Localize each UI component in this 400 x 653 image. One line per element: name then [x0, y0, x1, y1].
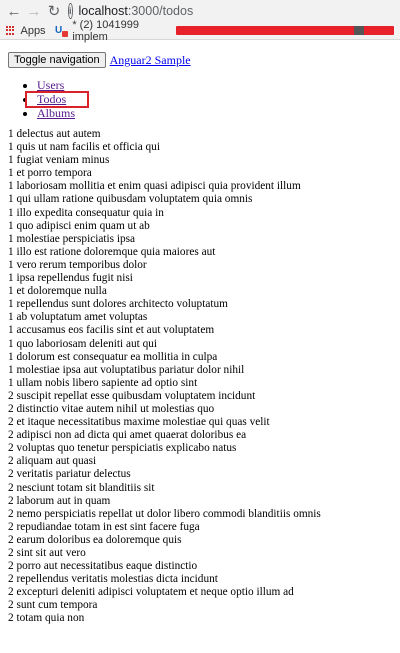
todo-user-id: 1: [8, 363, 14, 376]
todo-title: ab voluptatum amet voluptas: [16, 311, 148, 324]
todo-title: repellendus sunt dolores architecto voluptatum: [16, 298, 228, 311]
todo-user-id: 2: [8, 389, 14, 402]
todo-user-id: 2: [8, 573, 14, 586]
todo-user-id: 1: [8, 232, 14, 245]
todo-title: porro aut necessitatibus eaque distinctio: [16, 560, 198, 573]
todo-title: nemo perspiciatis repellat ut dolor libero commodi blanditiis omnis: [16, 507, 321, 520]
todo-item: [8, 311, 392, 324]
todo-item: [8, 272, 392, 285]
todo-user-id: 2: [8, 520, 14, 533]
todo-user-id: 1: [8, 285, 14, 298]
todo-item: [8, 220, 392, 233]
todo-title: excepturi deleniti adipisci voluptatem et neque optio illum ad: [16, 586, 294, 599]
todo-title: qui ullam ratione quibusdam voluptatem quia omnis: [16, 193, 253, 206]
todo-user-id: 1: [8, 206, 14, 219]
todo-title: et doloremque nulla: [16, 285, 107, 298]
bookmarks-bar: [0, 18, 400, 43]
todo-user-id: 2: [8, 533, 14, 546]
todo-user-id: 1: [8, 193, 14, 206]
nav-link-todos[interactable]: Todos: [37, 92, 67, 106]
todo-title: vero rerum temporibus dolor: [16, 258, 147, 271]
highlight-box: [25, 91, 89, 108]
browser-chrome: [0, 0, 400, 43]
todo-user-id: 2: [8, 560, 14, 573]
todo-item: [8, 377, 392, 390]
nav-item-users: [37, 78, 392, 92]
todo-title: illo expedita consequatur quia in: [16, 206, 164, 219]
todo-item: [8, 128, 392, 141]
todo-title: sunt cum tempora: [16, 599, 98, 612]
todo-title: sint sit aut vero: [16, 547, 86, 559]
todo-user-id: 1: [8, 350, 14, 363]
todo-title: dolorum est consequatur ea mollitia in culpa: [16, 350, 218, 363]
browser-toolbar: [0, 0, 400, 22]
todo-item: [8, 429, 392, 442]
todo-user-id: 2: [8, 494, 14, 507]
info-icon[interactable]: i: [68, 3, 73, 19]
todo-user-id: 1: [8, 311, 14, 324]
todo-title: veritatis pariatur delectus: [16, 468, 131, 481]
todo-title: illo est ratione doloremque quia maiores aut: [16, 245, 216, 258]
forward-arrow-icon[interactable]: →: [26, 2, 42, 20]
todo-user-id: 2: [8, 586, 14, 599]
todo-item: [8, 416, 392, 429]
todo-item: [8, 167, 392, 180]
todo-user-id: 2: [8, 547, 14, 559]
todo-item: [8, 442, 392, 455]
todo-title: suscipit repellat esse quibusdam voluptatem incidunt: [16, 389, 256, 402]
todo-user-id: 1: [8, 376, 14, 389]
todo-title: laborum aut in quam: [16, 494, 111, 507]
todo-user-id: 1: [8, 298, 14, 311]
todo-title: delectus aut autem: [16, 128, 101, 140]
todo-user-id: 1: [8, 324, 14, 337]
todo-title: molestiae ipsa aut voluptatibus pariatur dolor nihil: [16, 363, 245, 376]
todo-item: [8, 612, 392, 625]
todo-item: [8, 324, 392, 337]
todo-title: ipsa repellendus fugit nisi: [16, 272, 133, 285]
redaction-bar: [176, 26, 394, 35]
todo-title: laboriosam mollitia et enim quasi adipisci quia provident illum: [16, 180, 301, 193]
todo-item: [8, 338, 392, 351]
todo-item: [8, 468, 392, 481]
todo-item: [8, 547, 392, 560]
todo-item: [8, 586, 392, 599]
back-arrow-icon[interactable]: ←: [6, 2, 22, 20]
todo-user-id: 2: [8, 612, 14, 625]
todo-user-id: 1: [8, 219, 14, 232]
todo-title: et porro tempora: [16, 167, 92, 180]
todo-item: [8, 560, 392, 573]
todo-title: ullam nobis libero sapiente ad optio sint: [16, 376, 198, 389]
todo-title: quo adipisci enim quam ut ab: [16, 219, 150, 232]
address-bar[interactable]: [68, 2, 194, 20]
todo-title: adipisci non ad dicta qui amet quaerat doloribus ea: [16, 429, 247, 442]
todo-item: [8, 390, 392, 403]
todo-item: [8, 207, 392, 220]
page-content: [0, 40, 400, 626]
todo-item: [8, 154, 392, 167]
todo-user-id: 2: [8, 442, 14, 455]
todo-title: accusamus eos facilis sint et aut voluptatem: [16, 324, 215, 337]
todo-user-id: 2: [8, 507, 14, 520]
todo-item: [8, 259, 392, 272]
todo-item: [8, 521, 392, 534]
todo-title: quo laboriosam deleniti aut qui: [16, 337, 158, 350]
todo-user-id: 2: [8, 468, 14, 481]
todo-title: repudiandae totam in est sint facere fuga: [16, 520, 200, 533]
app-navbar: [8, 52, 392, 68]
todo-user-id: 1: [8, 272, 14, 285]
todo-title: totam quia non: [16, 612, 85, 625]
nav-item-albums: [37, 106, 392, 120]
todo-user-id: 2: [8, 402, 14, 415]
todo-user-id: 1: [8, 245, 14, 258]
todo-user-id: 1: [8, 154, 14, 167]
todo-user-id: 1: [8, 128, 14, 140]
todo-item: [8, 599, 392, 612]
todo-user-id: 2: [8, 481, 14, 494]
todo-item: [8, 403, 392, 416]
todo-title: quis ut nam facilis et officia qui: [16, 141, 160, 154]
todo-title: molestiae perspiciatis ipsa: [16, 232, 136, 245]
todo-item: [8, 141, 392, 154]
apps-bookmark[interactable]: Apps: [20, 24, 46, 37]
todo-item: [8, 482, 392, 495]
todo-user-id: 1: [8, 167, 14, 180]
todo-item: [8, 364, 392, 377]
todo-item: [8, 193, 392, 206]
reload-icon[interactable]: ↻: [47, 3, 61, 20]
todo-user-id: 1: [8, 337, 14, 350]
todo-title: et itaque necessitatibus maxime molestiae qui quas velit: [16, 416, 270, 429]
url-host: localhost: [78, 4, 128, 18]
todo-user-id: 2: [8, 429, 14, 442]
nav-link-albums[interactable]: Albums: [37, 106, 76, 120]
todo-item: [8, 233, 392, 246]
todo-item: [8, 298, 392, 311]
todo-item: [8, 180, 392, 193]
todo-title: earum doloribus ea doloremque quis: [16, 533, 182, 546]
todo-item: [8, 246, 392, 259]
nav-item-todos: [37, 92, 392, 106]
todo-item: [8, 508, 392, 521]
todo-title: aliquam aut quasi: [16, 455, 97, 468]
todo-item: [8, 351, 392, 364]
bookmark-favicon-icon: U: [55, 25, 68, 37]
todo-user-id: 1: [8, 180, 14, 193]
todo-item: [8, 534, 392, 547]
todo-title: distinctio vitae autem nihil ut molestias quo: [16, 402, 215, 415]
nav-link-users[interactable]: Users: [37, 78, 65, 92]
todo-item: [8, 573, 392, 586]
apps-grid-icon[interactable]: [6, 26, 15, 36]
brand-link[interactable]: Anguar2 Sample: [109, 52, 191, 67]
todo-item: [8, 455, 392, 468]
todo-user-id: 2: [8, 416, 14, 429]
todo-title: voluptas quo tenetur perspiciatis explicabo natus: [16, 442, 237, 455]
todo-title: nesciunt totam sit blanditiis sit: [16, 481, 155, 494]
todo-user-id: 2: [8, 599, 14, 612]
url-path: :3000/todos: [127, 4, 194, 18]
todo-user-id: 1: [8, 141, 14, 154]
todo-item: [8, 285, 392, 298]
todo-user-id: 2: [8, 455, 14, 468]
todo-title: fugiat veniam minus: [16, 154, 110, 167]
toggle-navigation-button[interactable]: Toggle navigation: [8, 52, 106, 68]
bookmark-item[interactable]: * (2) 1041999 implem: [72, 18, 139, 43]
todo-user-id: 1: [8, 258, 14, 271]
nav-menu: [8, 78, 392, 120]
todo-title: repellendus veritatis molestias dicta incidunt: [16, 573, 218, 586]
todo-list: [8, 128, 392, 626]
todo-item: [8, 495, 392, 508]
